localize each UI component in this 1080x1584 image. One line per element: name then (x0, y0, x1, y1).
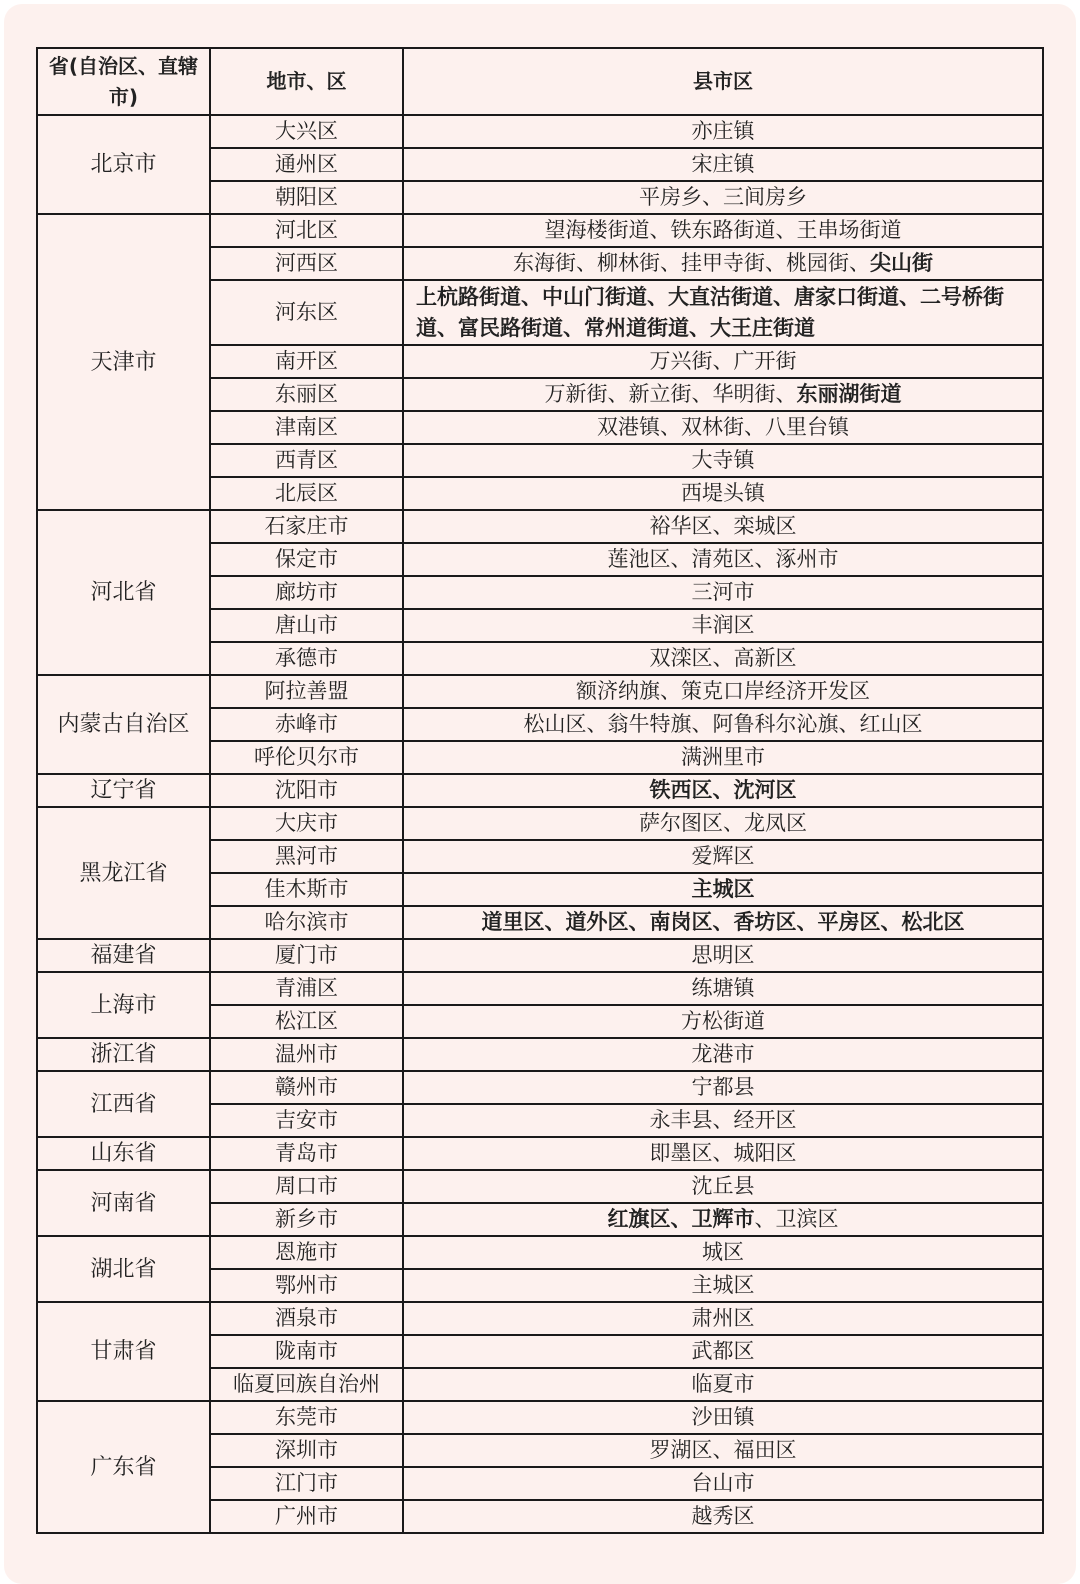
county-text: 主城区 (691, 1273, 755, 1297)
city-cell: 大兴区 (210, 115, 403, 148)
table-row (37, 1401, 1043, 1434)
province-cell: 山东省 (37, 1137, 210, 1170)
table-header-row (37, 48, 1043, 115)
county-cell (403, 1434, 1043, 1467)
county-text: 罗湖区、福田区 (649, 1438, 797, 1462)
province-cell: 江西省 (37, 1071, 210, 1137)
county-cell (403, 280, 1043, 345)
province-cell: 辽宁省 (37, 774, 210, 807)
city-cell: 江门市 (210, 1467, 403, 1500)
county-cell (403, 1401, 1043, 1434)
county-cell (403, 214, 1043, 247)
province-cell: 福建省 (37, 939, 210, 972)
county-cell (403, 115, 1043, 148)
county-text: 肃州区 (691, 1306, 755, 1330)
table-body (37, 115, 1043, 1533)
table-row (37, 1038, 1043, 1071)
city-cell: 温州市 (210, 1038, 403, 1071)
county-cell (403, 378, 1043, 411)
county-text: 满洲里市 (681, 745, 765, 769)
county-cell (403, 873, 1043, 906)
city-cell: 广州市 (210, 1500, 403, 1533)
city-cell: 周口市 (210, 1170, 403, 1203)
city-cell: 承德市 (210, 642, 403, 675)
province-cell: 北京市 (37, 115, 210, 214)
city-cell: 河西区 (210, 247, 403, 280)
county-text: 万兴街、广开街 (649, 349, 797, 373)
county-text: 莲池区、清苑区、涿州市 (607, 547, 839, 571)
city-cell: 黑河市 (210, 840, 403, 873)
county-text: 亦庄镇 (691, 119, 755, 143)
county-cell (403, 411, 1043, 444)
county-cell (403, 675, 1043, 708)
province-cell: 甘肃省 (37, 1302, 210, 1401)
city-cell: 大庆市 (210, 807, 403, 840)
province-cell: 内蒙古自治区 (37, 675, 210, 774)
county-text: 西堤头镇 (681, 481, 765, 505)
city-cell: 赤峰市 (210, 708, 403, 741)
table-row (37, 1236, 1043, 1269)
county-text: 铁西区、沈河区 (649, 778, 797, 802)
province-cell: 河南省 (37, 1170, 210, 1236)
table-row (37, 807, 1043, 840)
county-cell (403, 510, 1043, 543)
county-text: 萨尔图区、龙凤区 (639, 811, 807, 835)
city-cell: 酒泉市 (210, 1302, 403, 1335)
county-text: 东丽湖街道 (796, 382, 902, 406)
county-text: 思明区 (691, 943, 755, 967)
county-text: 东海街、柳林街、挂甲寺街、桃园街、 (513, 251, 870, 275)
county-text: 丰润区 (691, 613, 755, 637)
city-cell: 恩施市 (210, 1236, 403, 1269)
table-row (37, 115, 1043, 148)
city-cell: 西青区 (210, 444, 403, 477)
county-text: 道里区、道外区、南岗区、香坊区、平房区、松北区 (481, 910, 965, 934)
county-text: 沙田镇 (691, 1405, 755, 1429)
city-cell: 津南区 (210, 411, 403, 444)
county-text: 台山市 (691, 1471, 755, 1495)
county-cell (403, 774, 1043, 807)
county-cell (403, 708, 1043, 741)
county-cell (403, 345, 1043, 378)
city-cell: 松江区 (210, 1005, 403, 1038)
table-row (37, 972, 1043, 1005)
table-row (37, 1071, 1043, 1104)
county-text: 主城区 (691, 877, 755, 901)
city-cell: 新乡市 (210, 1203, 403, 1236)
city-cell: 陇南市 (210, 1335, 403, 1368)
city-cell: 厦门市 (210, 939, 403, 972)
header-city: 地市、区 (210, 48, 403, 115)
city-cell: 深圳市 (210, 1434, 403, 1467)
county-text: 裕华区、栾城区 (649, 514, 797, 538)
county-text: 双滦区、高新区 (649, 646, 797, 670)
city-cell: 朝阳区 (210, 181, 403, 214)
county-cell (403, 1335, 1043, 1368)
county-text: 宋庄镇 (691, 152, 755, 176)
table-row (37, 939, 1043, 972)
county-text: 红旗区、卫辉市 (607, 1207, 755, 1231)
county-text: 武都区 (691, 1339, 755, 1363)
county-cell (403, 543, 1043, 576)
header-county: 县市区 (403, 48, 1043, 115)
table-row (37, 214, 1043, 247)
county-cell (403, 576, 1043, 609)
county-cell (403, 1302, 1043, 1335)
header-province: 省(自治区、直辖市) (37, 48, 210, 115)
county-cell (403, 1269, 1043, 1302)
city-cell: 沈阳市 (210, 774, 403, 807)
county-text: 临夏市 (691, 1372, 755, 1396)
county-text: 、卫滨区 (754, 1207, 839, 1231)
county-text: 松山区、翁牛特旗、阿鲁科尔沁旗、红山区 (523, 712, 923, 736)
county-cell (403, 181, 1043, 214)
county-text: 城区 (702, 1240, 744, 1264)
county-cell (403, 1467, 1043, 1500)
city-cell: 青浦区 (210, 972, 403, 1005)
city-cell: 石家庄市 (210, 510, 403, 543)
city-cell: 北辰区 (210, 477, 403, 510)
county-text: 方松街道 (681, 1009, 765, 1033)
table-row (37, 1170, 1043, 1203)
county-cell (403, 148, 1043, 181)
table-row (37, 675, 1043, 708)
county-text: 宁都县 (691, 1075, 755, 1099)
city-cell: 青岛市 (210, 1137, 403, 1170)
county-text: 永丰县、经开区 (649, 1108, 797, 1132)
county-cell (403, 972, 1043, 1005)
city-cell: 河东区 (210, 280, 403, 345)
county-text: 越秀区 (691, 1504, 755, 1528)
county-cell (403, 1038, 1043, 1071)
city-cell: 东丽区 (210, 378, 403, 411)
city-cell: 阿拉善盟 (210, 675, 403, 708)
city-cell: 佳木斯市 (210, 873, 403, 906)
city-cell: 吉安市 (210, 1104, 403, 1137)
city-cell: 唐山市 (210, 609, 403, 642)
county-cell (403, 609, 1043, 642)
county-cell (403, 1137, 1043, 1170)
county-text: 练塘镇 (691, 976, 755, 1000)
county-cell (403, 939, 1043, 972)
table-row (37, 1137, 1043, 1170)
county-text: 上杭路街道、中山门街道、大直沽街道、唐家口街道、二号桥街道、富民路街道、常州道街道、大王庄街道 (416, 284, 1004, 340)
city-cell: 鄂州市 (210, 1269, 403, 1302)
county-text: 龙港市 (691, 1042, 755, 1066)
table-row (37, 1302, 1043, 1335)
county-cell (403, 741, 1043, 774)
county-text: 望海楼街道、铁东路街道、王串场街道 (544, 218, 902, 242)
province-cell: 天津市 (37, 214, 210, 510)
city-cell: 保定市 (210, 543, 403, 576)
county-text: 额济纳旗、策克口岸经济开发区 (576, 679, 870, 703)
county-cell (403, 1368, 1043, 1401)
city-cell: 赣州市 (210, 1071, 403, 1104)
table-row (37, 774, 1043, 807)
region-table (36, 47, 1044, 1534)
province-cell: 上海市 (37, 972, 210, 1038)
county-cell (403, 906, 1043, 939)
county-cell (403, 444, 1043, 477)
city-cell: 临夏回族自治州 (210, 1368, 403, 1401)
city-cell: 东莞市 (210, 1401, 403, 1434)
city-cell: 呼伦贝尔市 (210, 741, 403, 774)
county-text: 万新街、新立街、华明街、 (544, 382, 797, 406)
county-text: 尖山街 (870, 251, 933, 275)
county-cell (403, 477, 1043, 510)
county-cell (403, 1071, 1043, 1104)
city-cell: 哈尔滨市 (210, 906, 403, 939)
county-cell (403, 1203, 1043, 1236)
province-cell: 湖北省 (37, 1236, 210, 1302)
county-text: 爱辉区 (691, 844, 755, 868)
province-cell: 黑龙江省 (37, 807, 210, 939)
county-cell (403, 840, 1043, 873)
city-cell: 廊坊市 (210, 576, 403, 609)
county-text: 平房乡、三间房乡 (639, 185, 807, 209)
city-cell: 南开区 (210, 345, 403, 378)
county-cell (403, 1005, 1043, 1038)
province-cell: 浙江省 (37, 1038, 210, 1071)
county-text: 沈丘县 (691, 1174, 755, 1198)
county-cell (403, 1500, 1043, 1533)
table-row (37, 510, 1043, 543)
province-cell: 广东省 (37, 1401, 210, 1533)
county-cell (403, 1236, 1043, 1269)
province-cell: 河北省 (37, 510, 210, 675)
city-cell: 河北区 (210, 214, 403, 247)
county-cell (403, 807, 1043, 840)
county-text: 大寺镇 (691, 448, 755, 472)
county-text: 三河市 (691, 580, 755, 604)
county-cell (403, 1104, 1043, 1137)
county-cell (403, 1170, 1043, 1203)
county-text: 双港镇、双林街、八里台镇 (597, 415, 849, 439)
city-cell: 通州区 (210, 148, 403, 181)
county-cell (403, 247, 1043, 280)
county-text: 即墨区、城阳区 (649, 1141, 797, 1165)
county-cell (403, 642, 1043, 675)
